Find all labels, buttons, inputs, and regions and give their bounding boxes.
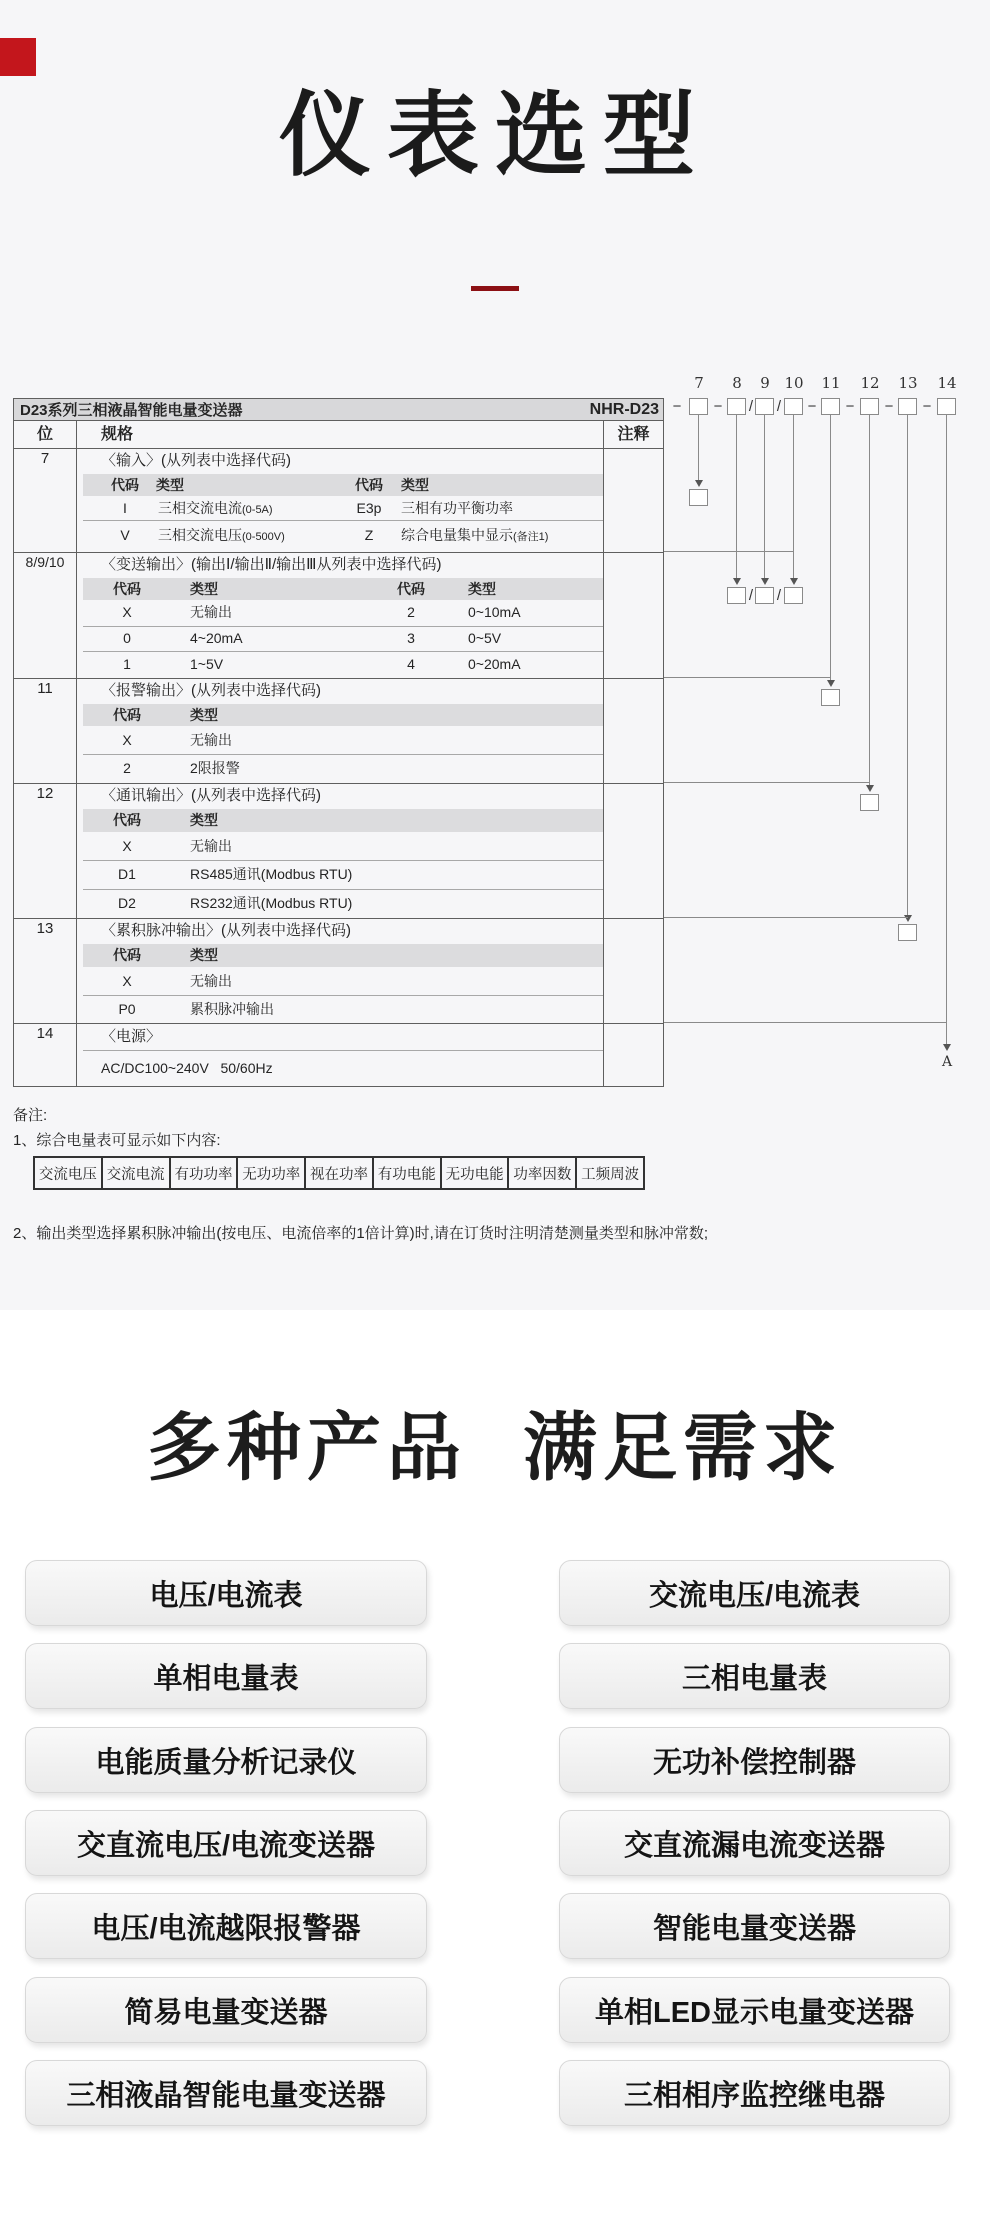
table-title-bar	[14, 399, 663, 421]
arrow-down-icon	[827, 680, 835, 687]
drop-line-14	[946, 415, 947, 1046]
type-header: 类型	[190, 947, 218, 963]
digit-10: 10	[784, 374, 804, 392]
type-value: 无输出	[190, 838, 232, 854]
title-divider	[471, 286, 519, 291]
digit-12: 12	[860, 374, 880, 392]
type-value: 0~10mA	[468, 604, 521, 620]
target-box-13	[898, 924, 917, 941]
drop-line-8	[736, 415, 737, 580]
code-header-band	[83, 944, 603, 967]
type-header: 类型	[401, 477, 429, 493]
type-value: RS232通讯(Modbus RTU)	[190, 895, 353, 911]
code-value: D2	[118, 895, 136, 911]
digit-13: 13	[898, 374, 918, 392]
display-items-table	[33, 1156, 645, 1190]
code-value: X	[122, 973, 132, 989]
type-value: 1~5V	[190, 656, 224, 672]
row-divider	[83, 626, 603, 627]
notes-title: 备注:	[13, 1107, 48, 1124]
section-pos: 7	[40, 450, 50, 467]
target-box-9	[755, 587, 774, 604]
target-box-7	[689, 489, 708, 506]
type-header: 类型	[190, 707, 218, 723]
code-box-12	[860, 398, 879, 415]
code-separator: /	[748, 587, 754, 604]
code-header: 代码	[113, 812, 141, 828]
code-separator: −	[672, 398, 682, 415]
code-header-band	[83, 809, 603, 832]
product-button-smart-power-transmitter[interactable]: 智能电量变送器	[559, 1893, 950, 1959]
code-separator: −	[807, 398, 817, 415]
type-value: 无输出	[190, 604, 232, 620]
code-box-11	[821, 398, 840, 415]
power-spec: AC/DC100~240V 50/60Hz	[101, 1060, 273, 1076]
section-pos: 13	[36, 920, 54, 937]
note-2: 2、输出类型选择累积脉冲输出(按电压、电流倍率的1倍计算)时,请在订货时注明清楚测量类型和脉冲常数;	[13, 1225, 709, 1242]
type-value: 无输出	[190, 732, 232, 748]
code-header: 代码	[113, 707, 141, 723]
code-header: 代码	[113, 581, 141, 597]
product-button-three-phase-meter[interactable]: 三相电量表	[559, 1643, 950, 1709]
row-divider	[83, 995, 603, 996]
code-value: Z	[364, 527, 374, 543]
target-box-8	[727, 587, 746, 604]
code-separator: −	[713, 398, 723, 415]
code-header-band	[83, 578, 603, 600]
connector-line	[664, 551, 794, 552]
drop-line-7	[698, 415, 699, 482]
section-pos: 14	[36, 1025, 54, 1042]
type-value: 综合电量集中显示(备注1)	[401, 527, 549, 543]
code-separator: −	[922, 398, 932, 415]
code-value: 2	[123, 760, 131, 776]
type-value: 无输出	[190, 973, 232, 989]
col-header-spec: 规格	[101, 426, 134, 443]
type-value: 0~5V	[468, 630, 502, 646]
type-value: 累积脉冲输出	[190, 1001, 274, 1017]
code-value: X	[122, 838, 132, 854]
code-value: 0	[123, 630, 131, 646]
code-value: P0	[118, 1001, 136, 1017]
section-pos: 8/9/10	[25, 554, 65, 570]
code-box-8	[727, 398, 746, 415]
code-value: E3p	[356, 500, 382, 516]
display-item: 交流电压	[38, 1166, 97, 1183]
code-box-7	[689, 398, 708, 415]
note-1: 1、综合电量表可显示如下内容:	[13, 1132, 221, 1149]
display-item: 无功功率	[236, 1158, 304, 1188]
connector-line	[664, 677, 831, 678]
arrow-down-icon	[695, 480, 703, 487]
products-title-left: 多种产品	[147, 1406, 467, 1489]
section-label: 〈电源〉	[101, 1028, 162, 1045]
drop-line-13	[907, 415, 908, 917]
arrow-down-icon	[943, 1044, 951, 1051]
code-separator: /	[776, 587, 782, 604]
products-title-right: 满足需求	[523, 1406, 843, 1489]
table-title: D23系列三相液晶智能电量变送器	[20, 402, 243, 419]
type-value: 2限报警	[190, 760, 240, 776]
arrow-down-icon	[790, 578, 798, 585]
code-value: 4	[407, 656, 415, 672]
drop-line-11	[830, 415, 831, 682]
note-column-divider	[603, 421, 604, 1086]
code-box-13	[898, 398, 917, 415]
target-box-11	[821, 689, 840, 706]
type-header: 类型	[190, 812, 218, 828]
type-header: 类型	[468, 581, 496, 597]
type-value: 三相交流电压(0-500V)	[158, 527, 285, 543]
products-title	[0, 1405, 990, 1490]
product-button-single-phase-meter[interactable]: 单相电量表	[25, 1643, 427, 1709]
code-value: D1	[118, 866, 136, 882]
code-value: 3	[407, 630, 415, 646]
selection-table	[13, 398, 664, 1087]
code-header: 代码	[397, 581, 425, 597]
connector-line	[664, 917, 908, 918]
arrow-down-icon	[866, 785, 874, 792]
product-button-phase-sequence-relay[interactable]: 三相相序监控继电器	[559, 2060, 950, 2126]
code-value: 2	[407, 604, 415, 620]
col-header-note: 注释	[617, 426, 650, 443]
digit-14: 14	[937, 374, 957, 392]
product-button-acdc-voltage-current-transmitter[interactable]: 交直流电压/电流变送器	[25, 1810, 427, 1876]
product-button-reactive-compensation-controller[interactable]: 无功补偿控制器	[559, 1727, 950, 1793]
code-header-band	[83, 704, 603, 726]
display-item: 功率因数	[507, 1158, 575, 1188]
code-header: 代码	[113, 947, 141, 963]
digit-8: 8	[732, 374, 742, 392]
product-button-single-phase-led-transmitter[interactable]: 单相LED显示电量变送器	[559, 1977, 950, 2043]
section-label: 〈变送输出〉(输出Ⅰ/输出Ⅱ/输出Ⅲ从列表中选择代码)	[101, 556, 442, 573]
digit-7: 7	[694, 374, 704, 392]
code-box-9	[755, 398, 774, 415]
section-pos: 12	[36, 785, 54, 802]
product-button-three-phase-lcd-transmitter[interactable]: 三相液晶智能电量变送器	[25, 2060, 427, 2126]
code-value: X	[122, 732, 132, 748]
product-button-voltage-current-meter[interactable]: 电压/电流表	[25, 1560, 427, 1626]
display-item: 交流电流	[101, 1158, 169, 1188]
type-header: 类型	[156, 477, 184, 493]
connector-line	[664, 782, 870, 783]
product-button-ac-voltage-current-meter[interactable]: 交流电压/电流表	[559, 1560, 950, 1626]
drop-line-10	[793, 415, 794, 580]
section-pos: 11	[37, 680, 53, 697]
display-item: 有功功率	[169, 1158, 237, 1188]
display-item: 无功电能	[440, 1158, 508, 1188]
section-label: 〈通讯输出〉(从列表中选择代码)	[101, 787, 321, 804]
display-item: 工频周波	[575, 1158, 643, 1188]
type-value: RS485通讯(Modbus RTU)	[190, 866, 353, 882]
model-code: NHR-D23	[589, 400, 659, 418]
code-value: I	[123, 500, 127, 516]
code-separator: /	[776, 398, 782, 415]
type-value: 三相交流电流(0-5A)	[158, 500, 273, 516]
code-value: 1	[123, 656, 131, 672]
row-divider	[83, 754, 603, 755]
arrow-down-icon	[761, 578, 769, 585]
code-separator: −	[884, 398, 894, 415]
code-value: X	[122, 604, 132, 620]
section-label: 〈输入〉(从列表中选择代码)	[101, 452, 291, 469]
arrow-down-icon	[733, 578, 741, 585]
power-code-letter: A	[941, 1054, 953, 1070]
code-value: V	[120, 527, 130, 543]
type-header: 类型	[190, 581, 218, 597]
code-header: 代码	[355, 477, 383, 493]
page-title: 仪表选型	[278, 85, 711, 187]
row-divider	[83, 651, 603, 652]
type-value: 0~20mA	[468, 656, 521, 672]
digit-9: 9	[760, 374, 770, 392]
connector-line	[664, 1022, 947, 1023]
col-header-pos: 位	[36, 426, 53, 443]
target-box-10	[784, 587, 803, 604]
pos-column-divider	[76, 421, 77, 1086]
section-label: 〈报警输出〉(从列表中选择代码)	[101, 682, 321, 699]
product-button-limit-alarm[interactable]: 电压/电流越限报警器	[25, 1893, 427, 1959]
type-value: 4~20mA	[190, 630, 243, 646]
target-box-12	[860, 794, 879, 811]
product-button-power-quality-recorder[interactable]: 电能质量分析记录仪	[25, 1727, 427, 1793]
drop-line-9	[764, 415, 765, 580]
type-value: 三相有功平衡功率	[401, 500, 513, 516]
drop-line-12	[869, 415, 870, 787]
product-button-acdc-leakage-current-transmitter[interactable]: 交直流漏电流变送器	[559, 1810, 950, 1876]
product-button-simple-power-transmitter[interactable]: 简易电量变送器	[25, 1977, 427, 2043]
display-item: 视在功率	[304, 1158, 372, 1188]
code-separator: /	[748, 398, 754, 415]
code-box-10	[784, 398, 803, 415]
digit-11: 11	[821, 374, 841, 392]
code-header: 代码	[111, 477, 139, 493]
section-label: 〈累积脉冲输出〉(从列表中选择代码)	[101, 922, 351, 939]
code-box-14	[937, 398, 956, 415]
code-separator: −	[845, 398, 855, 415]
display-item: 有功电能	[372, 1158, 440, 1188]
